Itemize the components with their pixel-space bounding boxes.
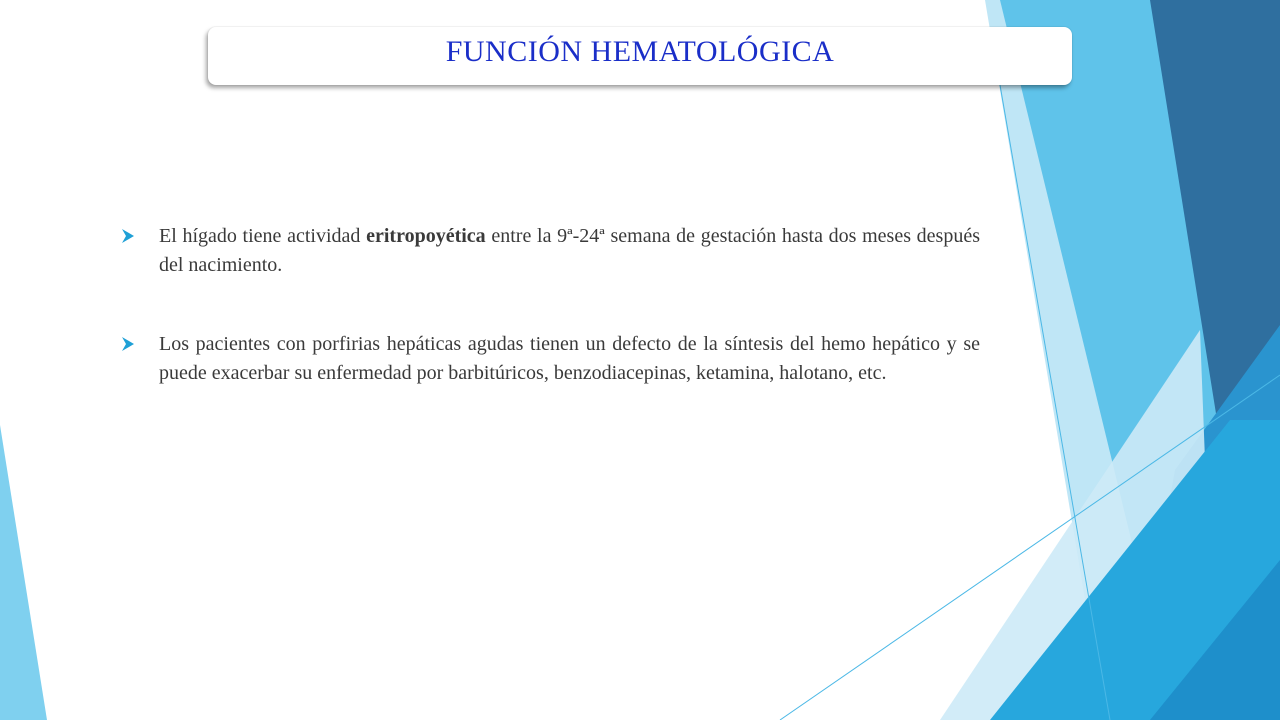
left-accent-shape — [0, 425, 47, 720]
bold-term: eritropoyética — [366, 225, 486, 247]
bullet-item — [122, 330, 980, 388]
arrow-bullet-icon — [122, 229, 134, 243]
bullet-text: El hígado tiene actividad eritropoyética entre la 9ª-24ª semana de gestación hasta dos meses después del nacimiento. — [159, 225, 980, 276]
arrow-bullet-icon — [122, 337, 134, 351]
bullet-item — [122, 222, 980, 280]
title-box — [208, 27, 1072, 85]
slide-title: FUNCIÓN HEMATOLÓGICA — [445, 35, 835, 68]
bullet-text: Los pacientes con porfirias hepáticas agudas tienen un defecto de la síntesis del hemo hepático y se puede exacerbar su enfermedad por barbitúricos, benzodiacepinas, ketamina, halotano, etc. — [159, 333, 980, 384]
slide-content — [122, 222, 980, 438]
